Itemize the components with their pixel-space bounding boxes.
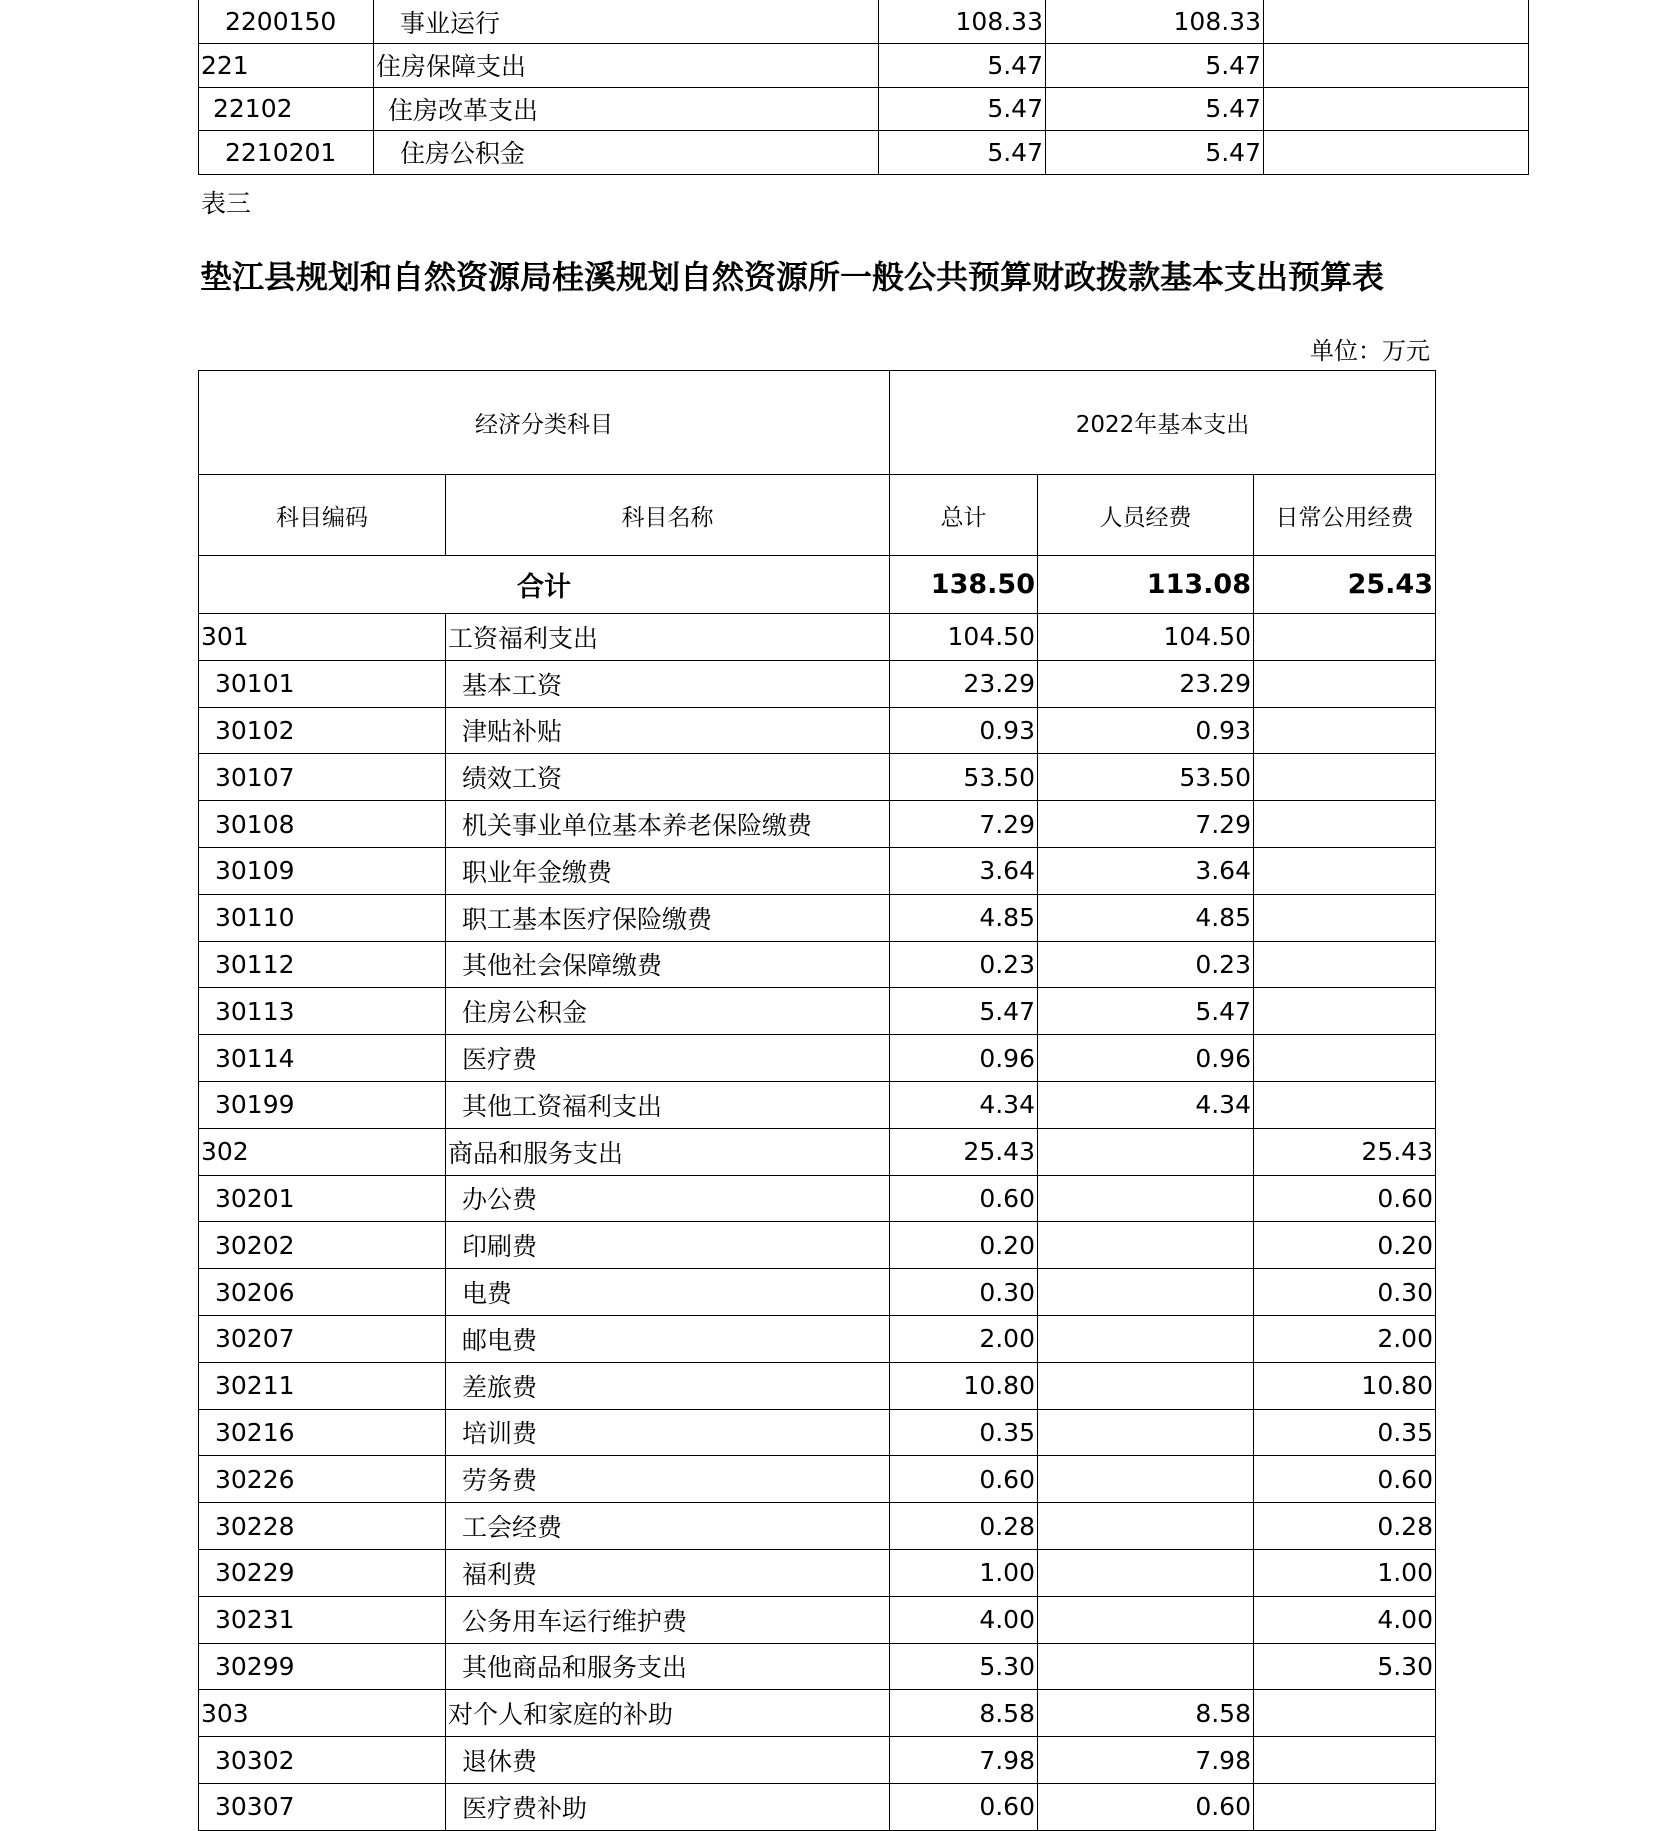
table-row: [199, 1690, 1436, 1737]
row-name: 其他社会保障缴费: [446, 941, 890, 988]
row-total: 8.58: [890, 1690, 1038, 1737]
row-personnel: 4.34: [1038, 1081, 1254, 1128]
header-code: 科目编码: [199, 475, 446, 556]
row-name: 电费: [446, 1269, 890, 1316]
table-row: [199, 1175, 1436, 1222]
row-code: 30108: [199, 801, 446, 848]
row-name: 培训费: [446, 1409, 890, 1456]
row-personnel: [1038, 1643, 1254, 1690]
row-name: 职工基本医疗保险缴费: [446, 894, 890, 941]
summary-row: [199, 556, 1436, 614]
table-row: [199, 1081, 1436, 1128]
table-row: [199, 941, 1436, 988]
row-public: [1254, 847, 1436, 894]
row-basic: 108.33: [1046, 0, 1264, 44]
table-row: [199, 44, 1529, 88]
row-code: 303: [199, 1690, 446, 1737]
row-code: 30113: [199, 988, 446, 1035]
row-personnel: [1038, 1175, 1254, 1222]
row-name: 差旅费: [446, 1362, 890, 1409]
row-public: 5.30: [1254, 1643, 1436, 1690]
top-table-body: [199, 0, 1529, 174]
row-personnel: 23.29: [1038, 660, 1254, 707]
row-public: 0.35: [1254, 1409, 1436, 1456]
header-row-1: [199, 371, 1436, 475]
row-total: 0.23: [890, 941, 1038, 988]
table-row: [199, 1596, 1436, 1643]
table-row: [199, 1549, 1436, 1596]
row-total: 0.20: [890, 1222, 1038, 1269]
row-public: 0.60: [1254, 1175, 1436, 1222]
table-row: [199, 707, 1436, 754]
row-name: 退休费: [446, 1737, 890, 1784]
row-total: 4.85: [890, 894, 1038, 941]
row-basic: 5.47: [1046, 131, 1264, 175]
row-total: 0.93: [890, 707, 1038, 754]
row-personnel: 7.98: [1038, 1737, 1254, 1784]
page-title: 垫江县规划和自然资源局桂溪规划自然资源所一般公共预算财政拨款基本支出预算表: [200, 258, 1385, 296]
row-public: [1254, 660, 1436, 707]
row-code: 2200150: [199, 0, 374, 44]
row-name: 商品和服务支出: [446, 1128, 890, 1175]
row-personnel: [1038, 1362, 1254, 1409]
row-personnel: 0.96: [1038, 1035, 1254, 1082]
row-name: 住房公积金: [374, 131, 879, 175]
top-continuation-table: [198, 0, 1529, 175]
row-total: 25.43: [890, 1128, 1038, 1175]
row-public: [1254, 614, 1436, 661]
table-row: [199, 660, 1436, 707]
row-code: 30216: [199, 1409, 446, 1456]
row-total: 5.47: [879, 87, 1046, 131]
row-code: 30302: [199, 1737, 446, 1784]
table-row: [199, 1409, 1436, 1456]
row-code: 30199: [199, 1081, 446, 1128]
row-code: 30307: [199, 1783, 446, 1830]
main-table-body: [199, 371, 1436, 1831]
row-public: [1254, 1081, 1436, 1128]
header-public: 日常公用经费: [1254, 475, 1436, 556]
row-personnel: [1038, 1503, 1254, 1550]
row-total: 5.47: [879, 131, 1046, 175]
table-row: [199, 0, 1529, 44]
row-code: 30231: [199, 1596, 446, 1643]
row-name: 基本工资: [446, 660, 890, 707]
row-name: 其他工资福利支出: [446, 1081, 890, 1128]
row-personnel: [1038, 1128, 1254, 1175]
row-personnel: 5.47: [1038, 988, 1254, 1035]
row-public: [1254, 754, 1436, 801]
row-name: 津贴补贴: [446, 707, 890, 754]
row-personnel: [1038, 1315, 1254, 1362]
row-code: 302: [199, 1128, 446, 1175]
row-total: 2.00: [890, 1315, 1038, 1362]
row-code: 30206: [199, 1269, 446, 1316]
row-name: 住房改革支出: [374, 87, 879, 131]
row-basic: 5.47: [1046, 87, 1264, 131]
row-public: [1254, 1737, 1436, 1784]
table-row: [199, 1503, 1436, 1550]
row-total: 53.50: [890, 754, 1038, 801]
row-code: 30102: [199, 707, 446, 754]
row-extra: [1264, 0, 1529, 44]
row-public: 0.28: [1254, 1503, 1436, 1550]
basic-expenditure-table: [198, 370, 1436, 1831]
row-public: [1254, 1783, 1436, 1830]
table-row: [199, 988, 1436, 1035]
row-name: 办公费: [446, 1175, 890, 1222]
row-public: [1254, 988, 1436, 1035]
row-name: 事业运行: [374, 0, 879, 44]
row-total: 0.60: [890, 1175, 1038, 1222]
row-code: 301: [199, 614, 446, 661]
table-row: [199, 87, 1529, 131]
table-row: [199, 131, 1529, 175]
row-name: 邮电费: [446, 1315, 890, 1362]
row-code: 30114: [199, 1035, 446, 1082]
summary-total: 138.50: [890, 556, 1038, 614]
row-total: 7.98: [890, 1737, 1038, 1784]
row-public: [1254, 707, 1436, 754]
header-row-2: [199, 475, 1436, 556]
row-code: 30110: [199, 894, 446, 941]
unit-label: 单位：万元: [1310, 337, 1430, 365]
row-public: [1254, 941, 1436, 988]
row-personnel: 3.64: [1038, 847, 1254, 894]
row-name: 工会经费: [446, 1503, 890, 1550]
row-name: 印刷费: [446, 1222, 890, 1269]
row-total: 7.29: [890, 801, 1038, 848]
table-row: [199, 1737, 1436, 1784]
row-personnel: [1038, 1409, 1254, 1456]
table-row: [199, 801, 1436, 848]
row-personnel: 104.50: [1038, 614, 1254, 661]
row-personnel: 4.85: [1038, 894, 1254, 941]
row-public: 0.60: [1254, 1456, 1436, 1503]
row-name: 其他商品和服务支出: [446, 1643, 890, 1690]
row-public: 4.00: [1254, 1596, 1436, 1643]
table-row: [199, 1362, 1436, 1409]
header-econ-category: 经济分类科目: [199, 371, 890, 475]
header-personnel: 人员经费: [1038, 475, 1254, 556]
row-code: 30101: [199, 660, 446, 707]
row-code: 30107: [199, 754, 446, 801]
table-label: 表三: [201, 189, 252, 218]
table-row: [199, 1643, 1436, 1690]
table-row: [199, 754, 1436, 801]
row-code: 30211: [199, 1362, 446, 1409]
row-extra: [1264, 44, 1529, 88]
row-name: 医疗费: [446, 1035, 890, 1082]
row-total: 5.30: [890, 1643, 1038, 1690]
table-row: [199, 1128, 1436, 1175]
row-public: 10.80: [1254, 1362, 1436, 1409]
table-row: [199, 1783, 1436, 1830]
row-total: 5.47: [890, 988, 1038, 1035]
row-code: 30112: [199, 941, 446, 988]
table-row: [199, 1035, 1436, 1082]
row-total: 0.35: [890, 1409, 1038, 1456]
row-public: [1254, 801, 1436, 848]
row-name: 住房公积金: [446, 988, 890, 1035]
row-personnel: [1038, 1222, 1254, 1269]
row-total: 104.50: [890, 614, 1038, 661]
row-name: 公务用车运行维护费: [446, 1596, 890, 1643]
row-total: 5.47: [879, 44, 1046, 88]
table-row: [199, 1315, 1436, 1362]
header-basic-2022: 2022年基本支出: [890, 371, 1436, 475]
table-row: [199, 1456, 1436, 1503]
row-public: [1254, 1035, 1436, 1082]
row-personnel: [1038, 1456, 1254, 1503]
summary-label: 合计: [199, 556, 890, 614]
row-personnel: [1038, 1269, 1254, 1316]
row-name: 住房保障支出: [374, 44, 879, 88]
row-total: 0.28: [890, 1503, 1038, 1550]
header-total: 总计: [890, 475, 1038, 556]
row-public: [1254, 894, 1436, 941]
row-name: 劳务费: [446, 1456, 890, 1503]
row-code: 22102: [199, 87, 374, 131]
row-public: 25.43: [1254, 1128, 1436, 1175]
row-total: 23.29: [890, 660, 1038, 707]
row-code: 30207: [199, 1315, 446, 1362]
row-total: 1.00: [890, 1549, 1038, 1596]
row-total: 3.64: [890, 847, 1038, 894]
table-row: [199, 847, 1436, 894]
row-total: 4.00: [890, 1596, 1038, 1643]
row-name: 职业年金缴费: [446, 847, 890, 894]
row-basic: 5.47: [1046, 44, 1264, 88]
row-personnel: [1038, 1549, 1254, 1596]
row-code: 30226: [199, 1456, 446, 1503]
row-personnel: 0.60: [1038, 1783, 1254, 1830]
row-code: 2210201: [199, 131, 374, 175]
row-code: 30229: [199, 1549, 446, 1596]
header-name: 科目名称: [446, 475, 890, 556]
row-code: 30202: [199, 1222, 446, 1269]
row-code: 221: [199, 44, 374, 88]
row-extra: [1264, 87, 1529, 131]
row-public: 1.00: [1254, 1549, 1436, 1596]
table-row: [199, 1222, 1436, 1269]
row-total: 4.34: [890, 1081, 1038, 1128]
row-code: 30201: [199, 1175, 446, 1222]
row-name: 工资福利支出: [446, 614, 890, 661]
row-total: 0.30: [890, 1269, 1038, 1316]
row-personnel: [1038, 1596, 1254, 1643]
row-name: 福利费: [446, 1549, 890, 1596]
row-public: 0.30: [1254, 1269, 1436, 1316]
table-row: [199, 1269, 1436, 1316]
row-total: 0.96: [890, 1035, 1038, 1082]
row-name: 对个人和家庭的补助: [446, 1690, 890, 1737]
table-row: [199, 614, 1436, 661]
table-row: [199, 894, 1436, 941]
row-total: 108.33: [879, 0, 1046, 44]
row-code: 30299: [199, 1643, 446, 1690]
row-code: 30228: [199, 1503, 446, 1550]
row-total: 0.60: [890, 1783, 1038, 1830]
row-name: 绩效工资: [446, 754, 890, 801]
row-total: 0.60: [890, 1456, 1038, 1503]
row-personnel: 0.93: [1038, 707, 1254, 754]
row-name: 医疗费补助: [446, 1783, 890, 1830]
row-personnel: 8.58: [1038, 1690, 1254, 1737]
row-personnel: 53.50: [1038, 754, 1254, 801]
row-personnel: 0.23: [1038, 941, 1254, 988]
row-public: [1254, 1690, 1436, 1737]
summary-public: 25.43: [1254, 556, 1436, 614]
row-total: 10.80: [890, 1362, 1038, 1409]
row-extra: [1264, 131, 1529, 175]
row-name: 机关事业单位基本养老保险缴费: [446, 801, 890, 848]
summary-personnel: 113.08: [1038, 556, 1254, 614]
row-personnel: 7.29: [1038, 801, 1254, 848]
row-code: 30109: [199, 847, 446, 894]
row-public: 0.20: [1254, 1222, 1436, 1269]
row-public: 2.00: [1254, 1315, 1436, 1362]
